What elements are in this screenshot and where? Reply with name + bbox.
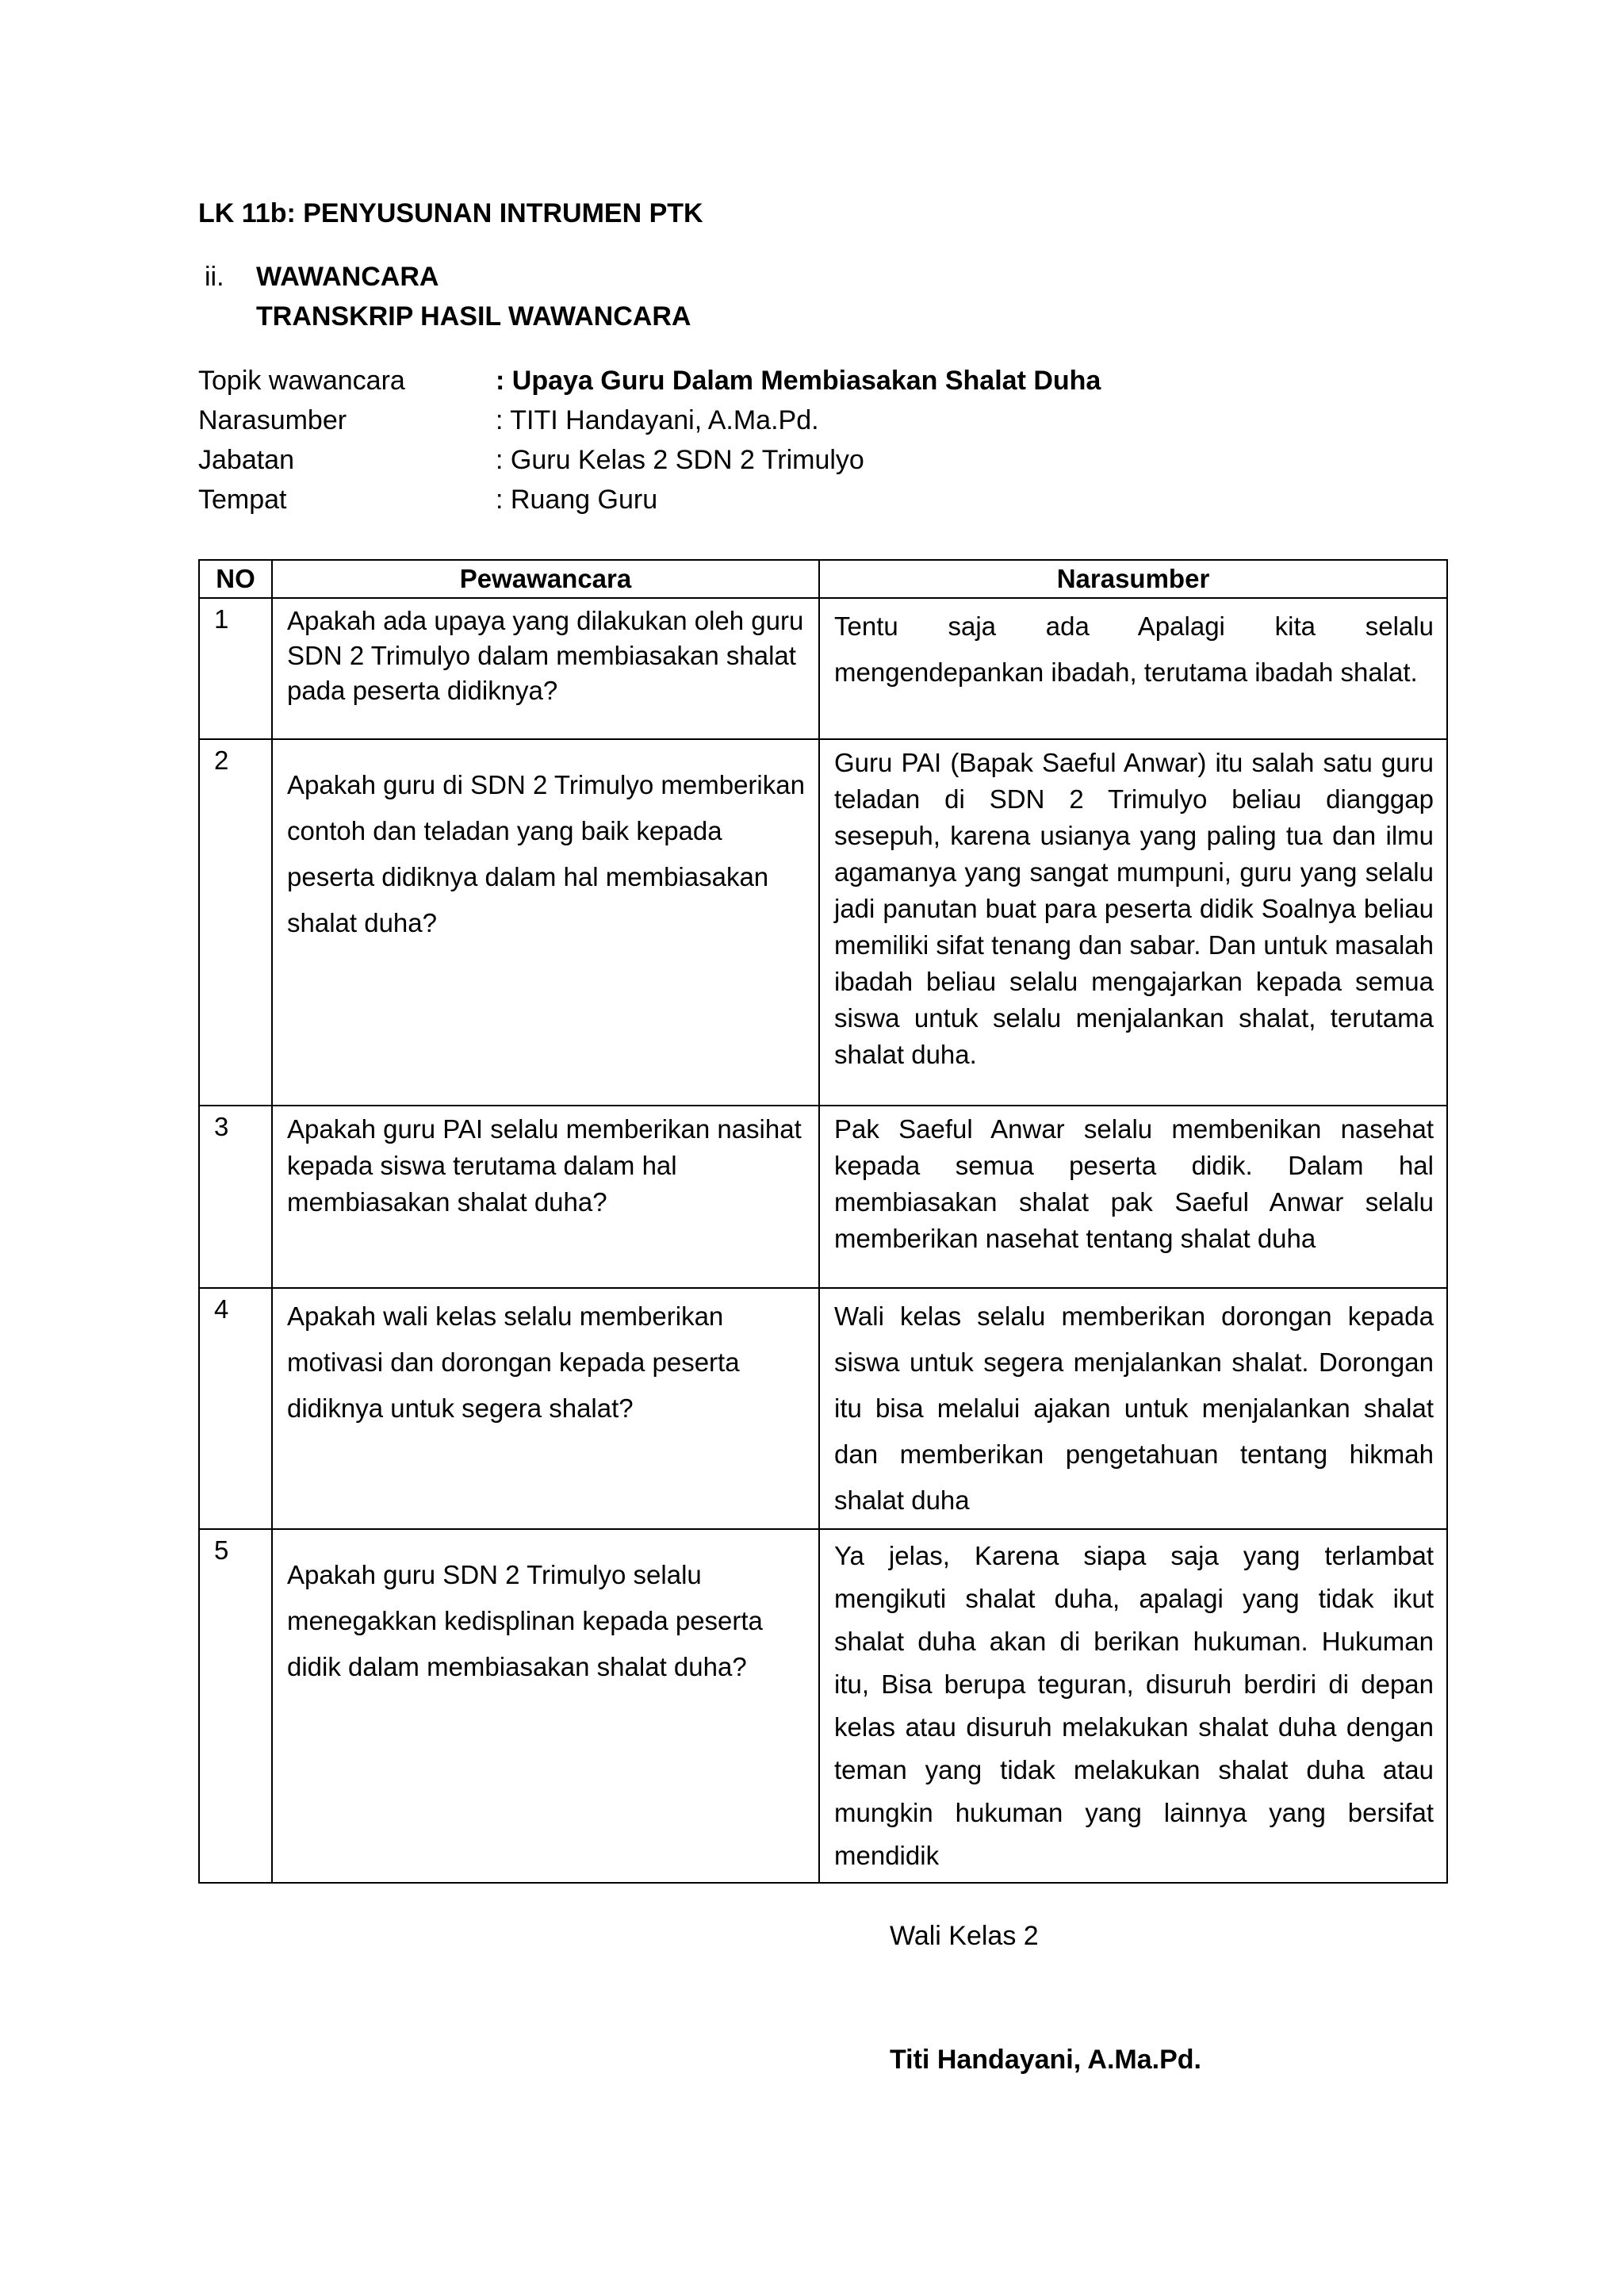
info-row-topic [198,361,1467,401]
info-row-source [198,401,1467,440]
info-label: Jabatan [198,445,294,475]
info-value: : Guru Kelas 2 SDN 2 Trimulyo [496,445,864,475]
info-value: : TITI Handayani, A.Ma.Pd. [496,405,819,435]
table-row [199,1106,1447,1288]
section-title: WAWANCARA [256,262,439,292]
question-cell: Apakah guru PAI selalu memberikan nasihat kepada siswa terutama dalam hal membiasakan shalat duha? [272,1106,819,1288]
interview-table [198,559,1448,1884]
answer-cell: Wali kelas selalu memberikan dorongan kepada siswa untuk segera menjalankan shalat. Dorongan itu bisa melalui ajakan untuk menjalankan shalat dan memberikan pengetahuan tentang hikmah shalat duha [819,1288,1447,1529]
info-row-place [198,480,1467,519]
info-label: Tempat [198,485,287,515]
signature-name: Titi Handayani, A.Ma.Pd. [890,2045,1201,2075]
section-subtitle: TRANSKRIP HASIL WAWANCARA [256,301,691,332]
table-row [199,598,1447,739]
table-row [199,739,1447,1106]
answer-cell: Guru PAI (Bapak Saeful Anwar) itu salah satu guru teladan di SDN 2 Trimulyo beliau dianggap sesepuh, karena usianya yang paling tua dan ilmu agamanya yang sangat mumpuni, guru yang selalu jadi panutan buat para peserta didik Soalnya beliau memiliki sifat tenang dan sabar. Dan untuk masalah ibadah beliau selalu mengajarkan kepada semua siswa untuk selalu menjalankan shalat, terutama shalat duha. [819,739,1447,1106]
row-number: 4 [199,1288,272,1529]
signature-role: Wali Kelas 2 [890,1921,1039,1951]
info-value: : Upaya Guru Dalam Membiasakan Shalat Duha [496,366,1101,396]
question-cell: Apakah guru di SDN 2 Trimulyo memberikan contoh dan teladan yang baik kepada peserta didiknya dalam hal membiasakan shalat duha? [272,739,819,1106]
table-row [199,1288,1447,1529]
section-number: ii. [205,262,224,292]
info-row-position [198,440,1467,480]
column-header-interviewer: Pewawancara [272,560,819,598]
question-cell: Apakah ada upaya yang dilakukan oleh guru SDN 2 Trimulyo dalam membiasakan shalat pada peserta didiknya? [272,598,819,739]
answer-cell: Tentu saja ada Apalagi kita selalu mengendepankan ibadah, terutama ibadah shalat. [819,598,1447,739]
question-cell: Apakah wali kelas selalu memberikan motivasi dan dorongan kepada peserta didiknya untuk segera shalat? [272,1288,819,1529]
row-number: 1 [199,598,272,739]
info-label: Narasumber [198,405,347,435]
interview-info [198,361,1467,519]
row-number: 5 [199,1529,272,1883]
answer-cell: Ya jelas, Karena siapa saja yang terlambat mengikuti shalat duha, apalagi yang tidak ikut shalat duha akan di berikan hukuman. Hukuman itu, Bisa berupa teguran, disuruh berdiri di depan kelas atau disuruh melakukan shalat duha dengan teman yang tidak melakukan shalat duha atau mungkin hukuman yang lainnya yang bersifat mendidik [819,1529,1447,1883]
question-cell: Apakah guru SDN 2 Trimulyo selalu menegakkan kedisplinan kepada peserta didik dalam membiasakan shalat duha? [272,1529,819,1883]
table-header-row [199,560,1447,598]
page-title: LK 11b: PENYUSUNAN INTRUMEN PTK [198,198,703,228]
info-label: Topik wawancara [198,366,405,396]
row-number: 2 [199,739,272,1106]
column-header-source: Narasumber [819,560,1447,598]
row-number: 3 [199,1106,272,1288]
answer-cell: Pak Saeful Anwar selalu membenikan nasehat kepada semua peserta didik. Dalam hal membiasakan shalat pak Saeful Anwar selalu memberikan nasehat tentang shalat duha [819,1106,1447,1288]
table-row [199,1529,1447,1883]
info-value: : Ruang Guru [496,485,658,515]
column-header-no: NO [199,560,272,598]
